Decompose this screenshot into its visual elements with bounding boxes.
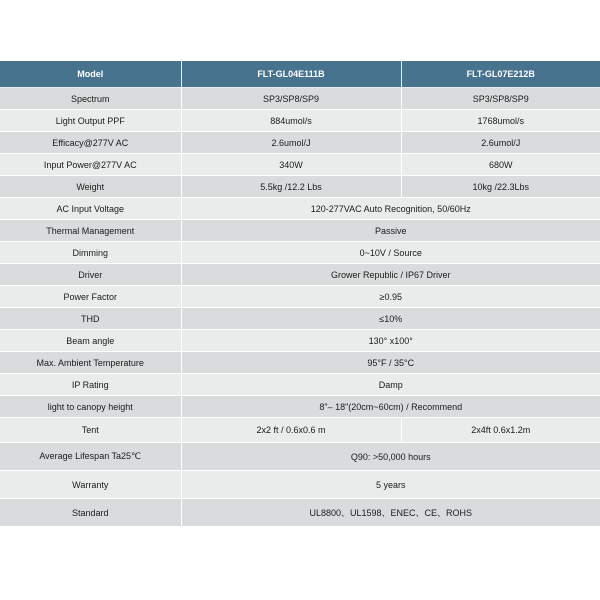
table-row	[0, 374, 600, 396]
table-row	[0, 308, 600, 330]
table-row	[0, 418, 600, 443]
row-label: Warranty	[0, 471, 181, 499]
row-value-b: 2.6umol/J	[401, 132, 600, 154]
row-label: Weight	[0, 176, 181, 198]
row-label: Spectrum	[0, 88, 181, 110]
table-row	[0, 220, 600, 242]
row-value: UL8800、UL1598、ENEC、CE、ROHS	[181, 499, 600, 527]
row-value: ≤10%	[181, 308, 600, 330]
row-value: 120-277VAC Auto Recognition, 50/60Hz	[181, 198, 600, 220]
row-label: Max. Ambient Temperature	[0, 352, 181, 374]
row-value: Grower Republic / IP67 Driver	[181, 264, 600, 286]
row-value-a: 340W	[181, 154, 401, 176]
header-model-a: FLT-GL04E111B	[181, 61, 401, 88]
table-row	[0, 499, 600, 527]
table-row	[0, 471, 600, 499]
table-row	[0, 396, 600, 418]
table-row	[0, 132, 600, 154]
spec-body	[0, 88, 600, 527]
row-label: Beam angle	[0, 330, 181, 352]
row-label: Driver	[0, 264, 181, 286]
row-label: AC Input Voltage	[0, 198, 181, 220]
table-row	[0, 443, 600, 471]
row-label: Thermal Management	[0, 220, 181, 242]
row-value: 5 years	[181, 471, 600, 499]
table-row	[0, 352, 600, 374]
table-row	[0, 242, 600, 264]
row-value-b: 10kg /22.3Lbs	[401, 176, 600, 198]
table-row	[0, 154, 600, 176]
row-label: Input Power@277V AC	[0, 154, 181, 176]
table-row	[0, 176, 600, 198]
row-label: Average Lifespan Ta25℃	[0, 443, 181, 471]
row-value: 95°F / 35°C	[181, 352, 600, 374]
row-value-b: 1768umol/s	[401, 110, 600, 132]
table-row	[0, 198, 600, 220]
row-value-a: 2x2 ft / 0.6x0.6 m	[181, 418, 401, 443]
row-value: 130° x100°	[181, 330, 600, 352]
row-label: Tent	[0, 418, 181, 443]
spec-table	[0, 61, 600, 527]
row-label: Dimming	[0, 242, 181, 264]
row-value-a: SP3/SP8/SP9	[181, 88, 401, 110]
row-value: ≥0.95	[181, 286, 600, 308]
row-value-a: 884umol/s	[181, 110, 401, 132]
row-label: IP Rating	[0, 374, 181, 396]
row-value-a: 5.5kg /12.2 Lbs	[181, 176, 401, 198]
row-label: THD	[0, 308, 181, 330]
table-row	[0, 110, 600, 132]
row-label: light to canopy height	[0, 396, 181, 418]
row-value-b: SP3/SP8/SP9	[401, 88, 600, 110]
row-value: 0~10V / Source	[181, 242, 600, 264]
row-label: Power Factor	[0, 286, 181, 308]
row-value: Damp	[181, 374, 600, 396]
header-model-b: FLT-GL07E212B	[401, 61, 600, 88]
row-value-b: 2x4ft 0.6x1.2m	[401, 418, 600, 443]
row-label: Efficacy@277V AC	[0, 132, 181, 154]
row-value-b: 680W	[401, 154, 600, 176]
row-value: Passive	[181, 220, 600, 242]
row-value-a: 2.6umol/J	[181, 132, 401, 154]
row-label: Light Output PPF	[0, 110, 181, 132]
header-model: Model	[0, 61, 181, 88]
row-value: 8"– 18"(20cm~60cm) / Recommend	[181, 396, 600, 418]
header-row	[0, 61, 600, 88]
table-row	[0, 264, 600, 286]
table-row	[0, 286, 600, 308]
table-row	[0, 330, 600, 352]
row-value: Q90: >50,000 hours	[181, 443, 600, 471]
table-row	[0, 88, 600, 110]
row-label: Standard	[0, 499, 181, 527]
